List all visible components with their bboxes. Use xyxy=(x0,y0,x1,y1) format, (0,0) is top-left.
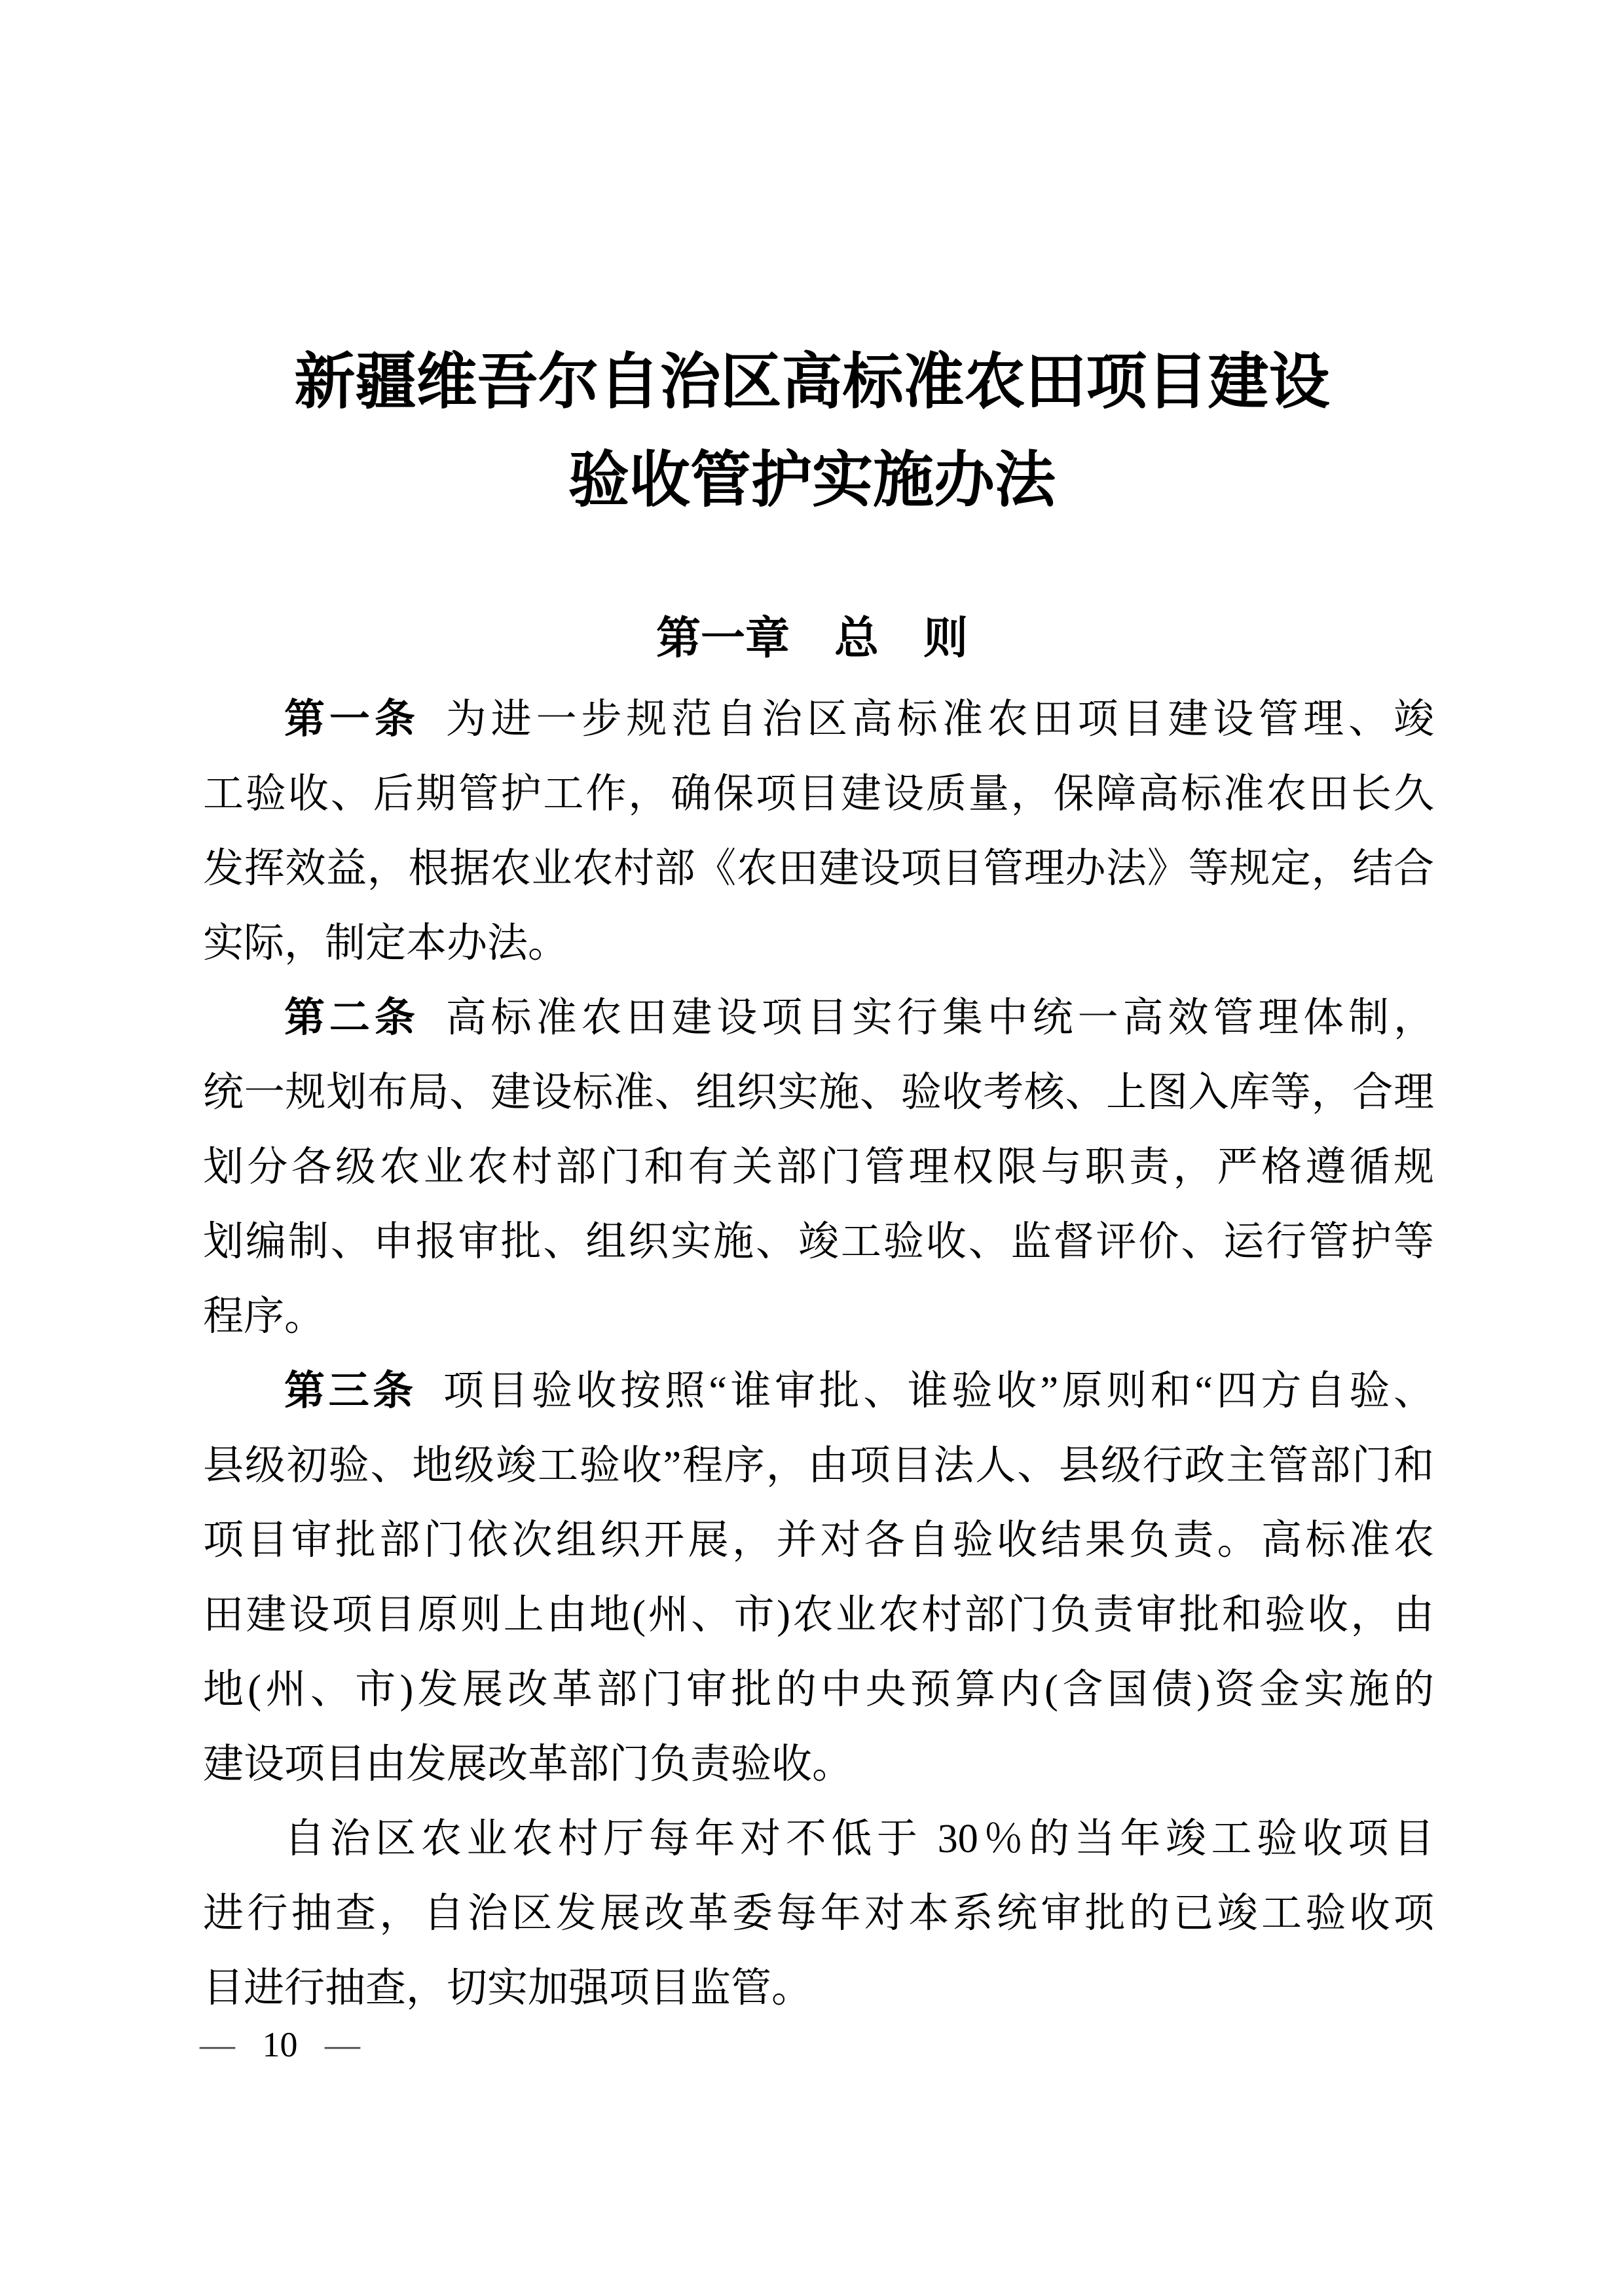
body-line: 目进行抽查，切实加强项目监管。 xyxy=(203,1966,813,2011)
body-line: 自治区农业农村厅每年对不低于 30％的当年竣工验收项目 xyxy=(284,1817,1434,1861)
article-number-label: 第一条 xyxy=(284,697,420,742)
body-line: 地(州、市)发展改革部门审批的中央预算内(含国债)资金实施的 xyxy=(203,1667,1434,1712)
body-line: 建设项目由发展改革部门负责验收。 xyxy=(203,1742,853,1787)
body-line: 县级初验、地级竣工验收”程序，由项目法人、县级行政主管部门和 xyxy=(203,1444,1434,1488)
body-line: 工验收、后期管护工作，确保项目建设质量，保障高标准农田长久 xyxy=(203,772,1434,816)
body-text xyxy=(203,682,1434,2026)
body-line: 第一条 为进一步规范自治区高标准农田项目建设管理、竣 xyxy=(284,697,1434,742)
body-line: 田建设项目原则上由地(州、市)农业农村部门负责审批和验收，由 xyxy=(203,1593,1434,1637)
body-line: 进行抽查，自治区发展改革委每年对本系统审批的已竣工验收项 xyxy=(203,1891,1434,1936)
body-line: 统一规划布局、建设标准、组织实施、验收考核、上图入库等，合理 xyxy=(203,1070,1434,1115)
body-line: 实际，制定本办法。 xyxy=(203,921,569,966)
body-line: 第三条 项目验收按照“谁审批、谁验收”原则和“四方自验、 xyxy=(284,1368,1434,1413)
body-line: 项目审批部门依次组织开展，并对各自验收结果负责。高标准农 xyxy=(203,1518,1434,1563)
article-number-label: 第二条 xyxy=(284,995,420,1040)
footer-dash-left: — xyxy=(200,2025,235,2064)
document-title-line-2: 验收管护实施办法 xyxy=(568,447,1056,515)
footer-dash-right: — xyxy=(325,2025,360,2064)
body-line: 程序。 xyxy=(203,1294,325,1339)
body-line: 划分各级农业农村部门和有关部门管理权限与职责，严格遵循规 xyxy=(203,1145,1434,1190)
document-title-line-1: 新疆维吾尔自治区高标准农田项目建设 xyxy=(294,349,1330,416)
page-number: 10 xyxy=(262,2025,298,2064)
article-number-label: 第三条 xyxy=(284,1368,417,1413)
body-line: 第二条 高标准农田建设项目实行集中统一高效管理体制， xyxy=(284,995,1434,1040)
chapter-heading: 第一章 总 则 xyxy=(655,613,968,663)
page-footer xyxy=(200,2027,360,2062)
body-line: 划编制、申报审批、组织实施、竣工验收、监督评价、运行管护等 xyxy=(203,1220,1434,1264)
body-line: 发挥效益，根据农业农村部《农田建设项目管理办法》等规定，结合 xyxy=(203,847,1434,891)
